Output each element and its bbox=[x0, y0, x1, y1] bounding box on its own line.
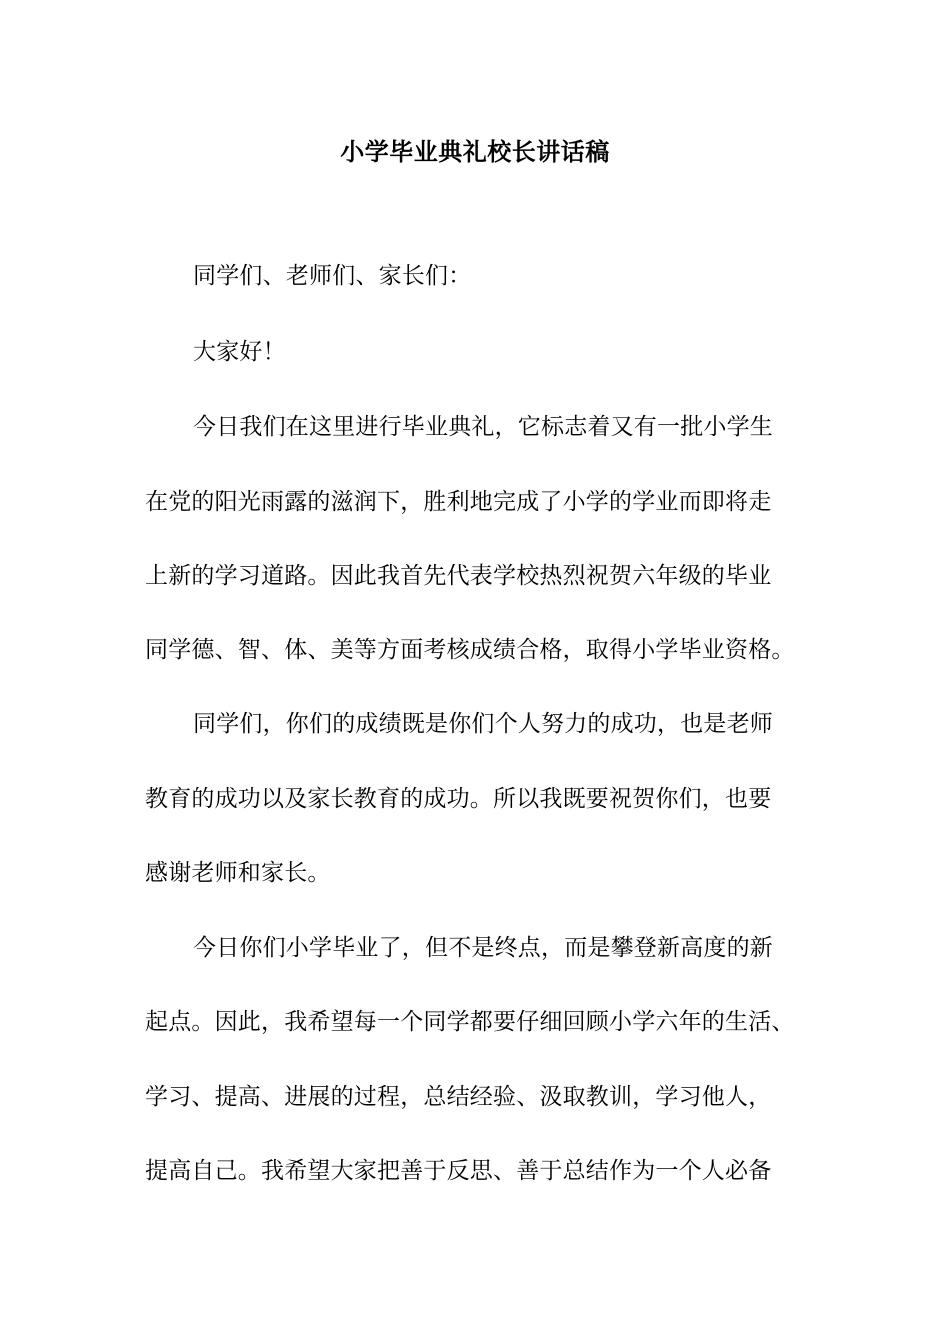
document-title: 小学毕业典礼校长讲话稿 bbox=[340, 137, 610, 166]
paragraph-line: 教育的成功以及家长教育的成功。所以我既要祝贺你们，也要 bbox=[145, 786, 772, 812]
greeting-line: 大家好！ bbox=[193, 339, 286, 365]
paragraph-line: 起点。因此，我希望每一个同学都要仔细回顾小学六年的生活、 bbox=[145, 1009, 795, 1035]
paragraph-line: 同学德、智、体、美等方面考核成绩合格，取得小学毕业资格。 bbox=[145, 637, 795, 663]
paragraph-line: 学习、提高、进展的过程，总结经验、汲取教训，学习他人， bbox=[145, 1084, 772, 1110]
paragraph-line: 今日你们小学毕业了，但不是终点，而是攀登新高度的新 bbox=[193, 935, 773, 961]
paragraph-line: 上新的学习道路。因此我首先代表学校热烈祝贺六年级的毕业 bbox=[145, 563, 772, 589]
paragraph-line: 在党的阳光雨露的滋润下，胜利地完成了小学的学业而即将走 bbox=[145, 489, 772, 515]
paragraph-line: 同学们，你们的成绩既是你们个人努力的成功，也是老师 bbox=[193, 711, 773, 737]
paragraph-line: 感谢老师和家长。 bbox=[145, 860, 331, 886]
salutation-line: 同学们、老师们、家长们： bbox=[193, 263, 472, 289]
paragraph-line: 今日我们在这里进行毕业典礼，它标志着又有一批小学生 bbox=[193, 414, 773, 440]
paragraph-line: 提高自己。我希望大家把善于反思、善于总结作为一个人必备 bbox=[145, 1158, 772, 1184]
